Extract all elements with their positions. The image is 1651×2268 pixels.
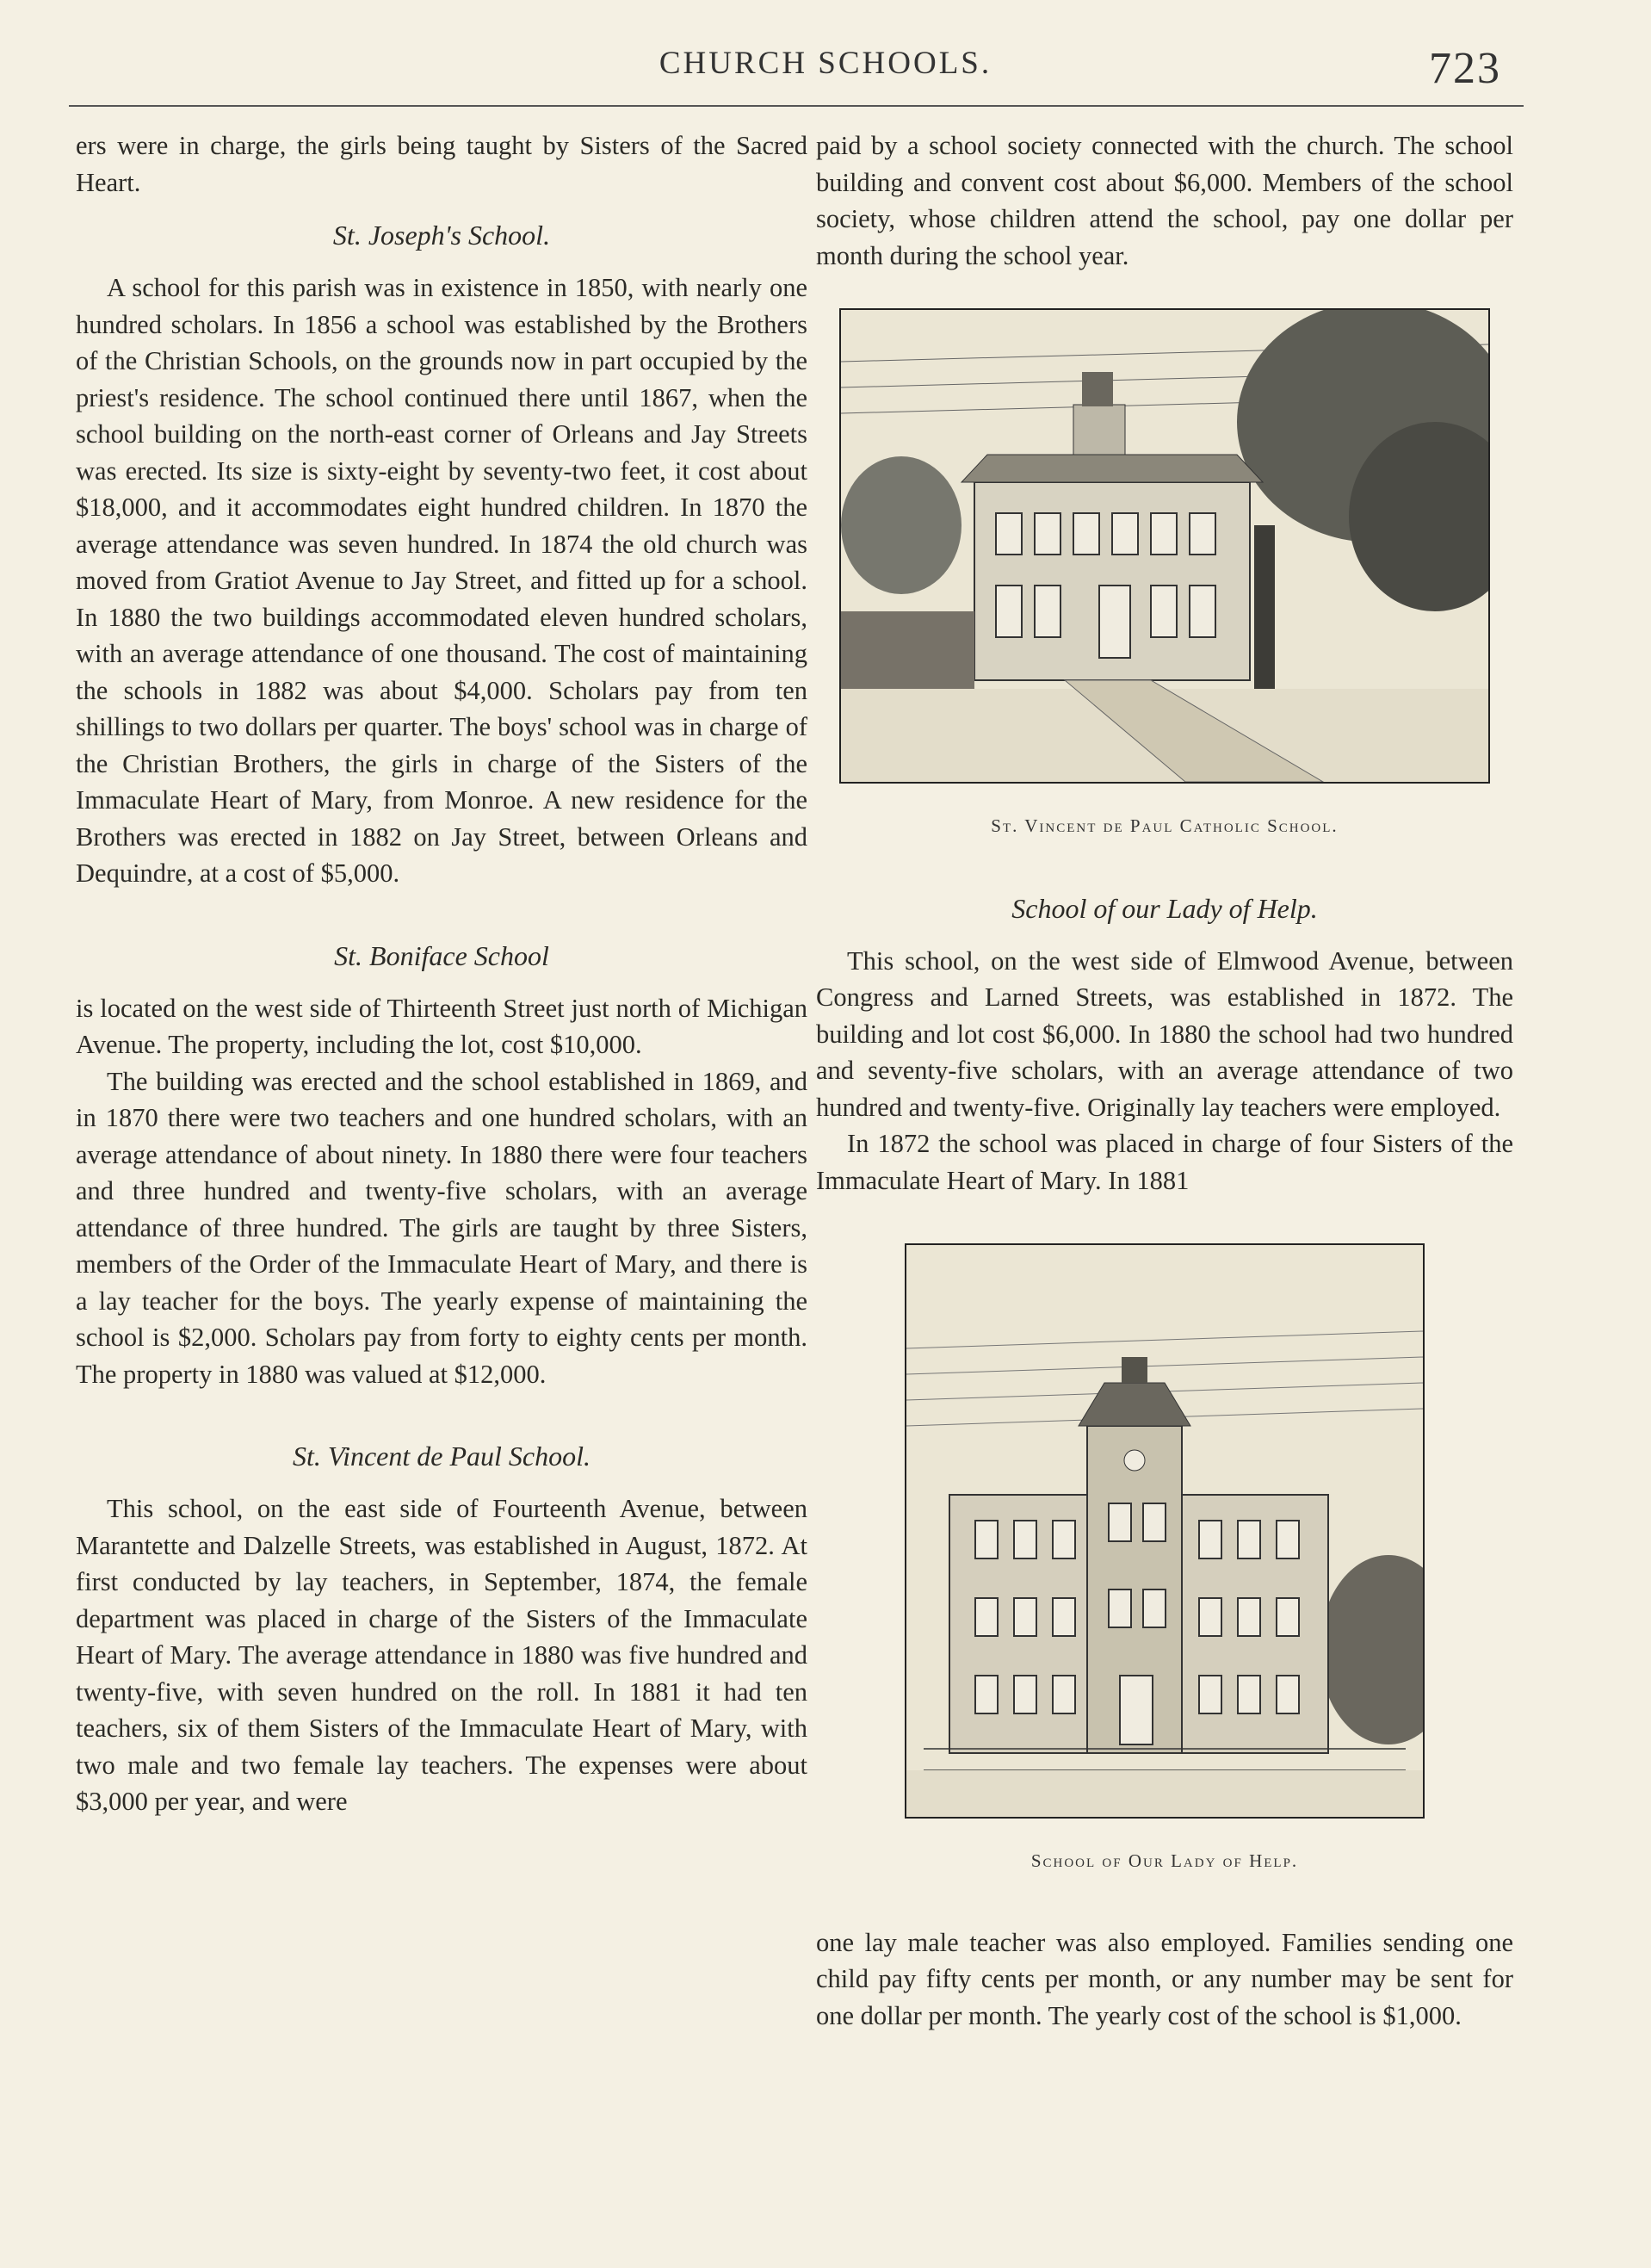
paragraph-our-lady-3: one lay male teacher was also employed. Families sending one child pay fifty cents per month, or any number may be sent for one dollar per month. The yearly cost of the school is $1,000.: [816, 1927, 1513, 2030]
paragraph-our-lady-2: In 1872 the school was placed in charge of four Sisters of the Immaculate Heart of Mary. In 1881: [816, 1129, 1513, 1195]
paragraph-st-boniface-1: is located on the west side of Thirteenth Street just north of Michigan Avenue. The property, including the lot, cost $10,000.: [76, 993, 807, 1059]
running-head: CHURCH SCHOOLS.: [659, 46, 992, 81]
paragraph-intro: ers were in charge, the girls being taught by Sisters of the Sacred Heart.: [76, 131, 807, 197]
figure-st-vincent: [816, 308, 1513, 845]
figure-our-lady: [816, 1243, 1513, 1880]
engraving-our-lady-school: [905, 1243, 1425, 1819]
page-number: 723: [1429, 44, 1501, 93]
paragraph-our-lady-1: This school, on the west side of Elmwood Avenue, between Congress and Larned Streets, was established in 1872. The building and lot cost $6,000. In 1880 the school had two hundred and seventy-five scholars, with an average attendance of two hundred and twenty-five. Originally lay teachers were employed.: [816, 945, 1513, 1122]
right-column: [816, 127, 1513, 2034]
heading-our-lady-of-help: School of our Lady of Help.: [1011, 892, 1318, 924]
caption-st-vincent: St. Vincent de Paul Catholic School.: [991, 815, 1339, 836]
left-column: [76, 127, 807, 1820]
paragraph-st-vincent: This school, on the east side of Fourteenth Avenue, between Marantette and Dalzelle Streets, was established in August, 1872. At first conducted by lay teachers, in September, 1874, the female department was placed in charge of the Sisters of the Immaculate Heart of Mary. The average attendance in 1880 was five hundred and twenty-five, with seven hundred on the roll. In 1881 it had ten teachers, six of them Sisters of the Immaculate Heart of Mary, with two male and two female lay teachers. The expenses were about $3,000 per year, and were: [76, 1494, 807, 1816]
heading-st-vincent: St. Vincent de Paul School.: [293, 1441, 591, 1472]
paragraph-continued: paid by a school society connected with the church. The school building and convent cost about $6,000. Members of the school society, whose children attend the school, pay one dollar per month during the school year.: [816, 131, 1513, 270]
paragraph-st-boniface-2: The building was erected and the school established in 1869, and in 1870 there were two teachers and one hundred scholars, with an average attendance of about ninety. In 1880 there were four teachers and three hundred and twenty-five scholars, with an average attendance of three hundred. The girls are taught by three Sisters, members of the Order of the Immaculate Heart of Mary, and there is a lay teacher for the boys. The yearly expense of maintaining the school is $2,000. Scholars pay from forty to eighty cents per month. The property in 1880 was valued at $12,000.: [76, 1066, 807, 1389]
caption-our-lady: School of Our Lady of Help.: [1030, 1850, 1299, 1871]
header-rule: [69, 105, 1524, 107]
heading-st-joseph: St. Joseph's School.: [332, 220, 551, 251]
engraving-st-vincent-school: [839, 308, 1490, 784]
paragraph-st-joseph: A school for this parish was in existence in 1850, with nearly one hundred scholars. In 1856 a school was established by the Brothers of the Christian Schools, on the grounds now in part occupied by the priest's residence. The school continued there until 1867, when the school building on the north-east corner of Orleans and Jay Streets was erected. Its size is sixty-eight by seventy-two feet, it cost about $18,000, and it accommodates eight hundred children. In 1870 the average attendance was seven hundred. In 1874 the old church was moved from Gratiot Avenue to Jay Street, and fitted up for a school. In 1880 the two buildings accommodated eleven hundred scholars, with an average attendance of one thousand. The cost of maintaining the schools in 1882 was about $4,000. Scholars pay from ten shillings to two dollars per quarter. The boys' school was in charge of the Christian Brothers, the girls in charge of the Sisters of the Immaculate Heart of Mary, from Monroe. A new residence for the Brothers was erected in 1882 on Jay Street, between Orleans and Dequindre, at a cost of $5,000.: [76, 273, 807, 888]
heading-st-boniface: St. Boniface School: [334, 939, 549, 971]
